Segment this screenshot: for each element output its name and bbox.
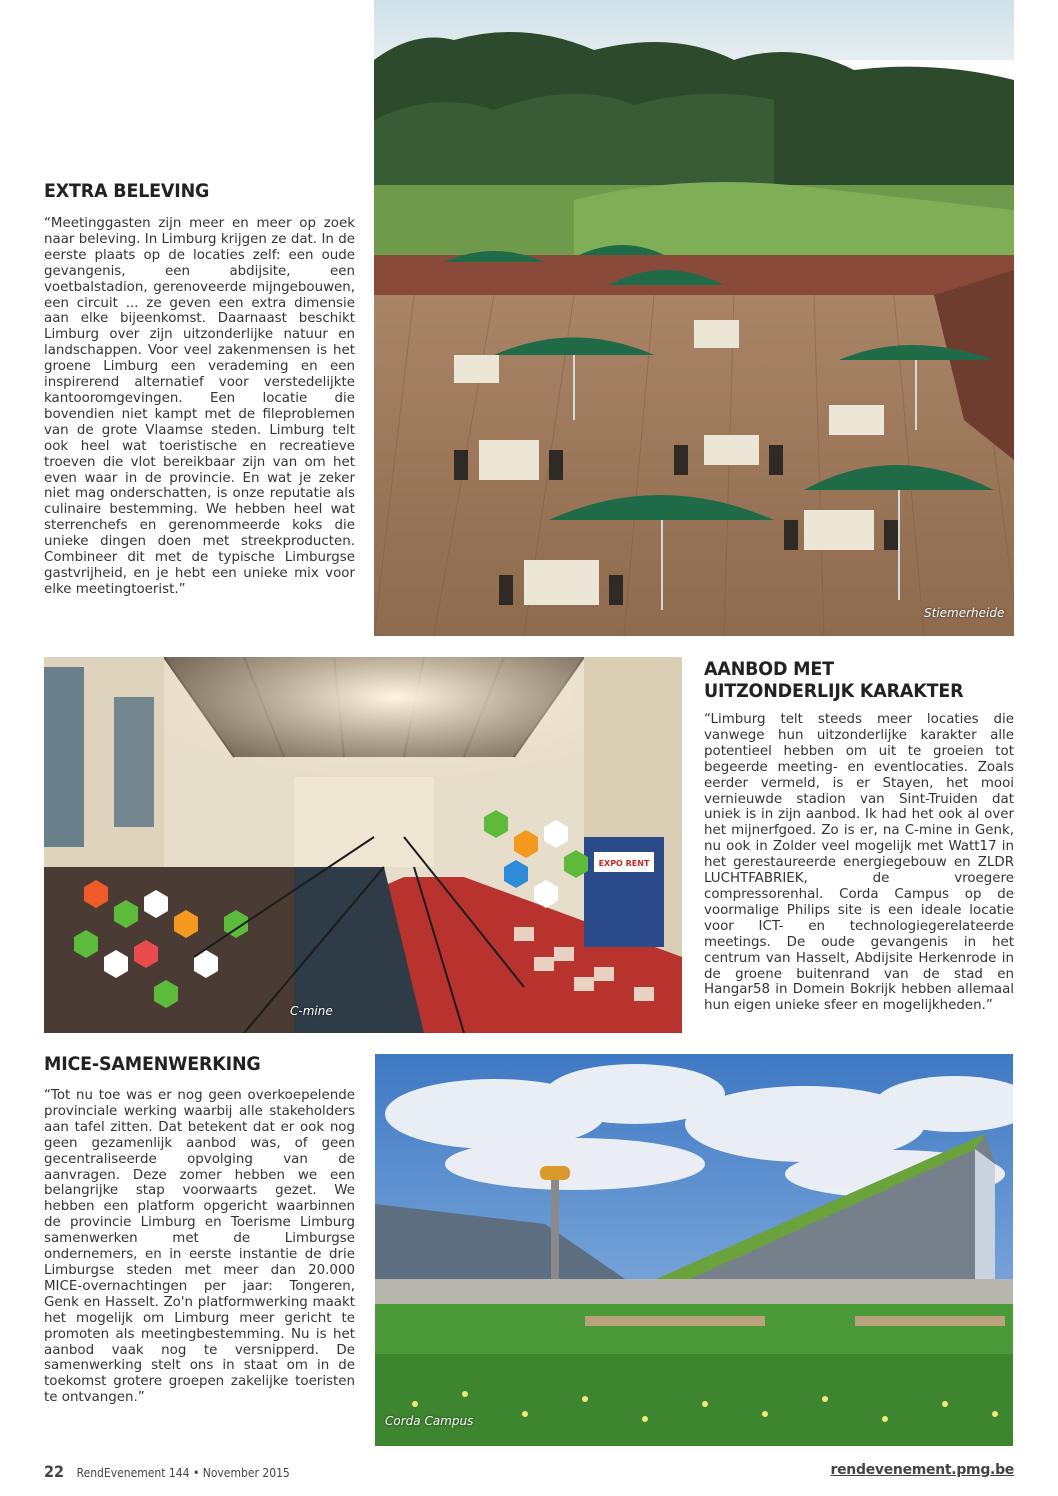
section-heading-aanbod-line1: AANBOD MET bbox=[704, 658, 834, 680]
section-heading-aanbod bbox=[704, 658, 963, 702]
website-link[interactable]: rendevenement.pmg.be bbox=[830, 1462, 1014, 1478]
section-body-extra-beleving: “Meetinggasten zijn meer en meer op zoek naar beleving. In Limburg krijgen ze dat. In de eerste plaats op de locaties zelf: een oude gevangenis, een abdijsite, een voetbalstadion, gerenoveerde mijngebouwen, een circuit ... ze geven een extra dimensie aan elke bijeenkomst. Daarnaast beschikt Limburg over zijn uitzonderlijke natuur en landschappen. Voor veel zakenmensen is het groene Limburg een verademing en een inspirerend alternatief voor verstedelijkte kantooromgevingen. Een locatie die bovendien niet kampt met de fileproblemen van de grote Vlaamse steden. Limburg telt ook heel wat toeristische en recreatieve troeven die vlot bereikbaar zijn van om het even waar in de provincie. En wat je zeker niet mag onderschatten, is onze reputatie als culinaire bestemming. We hebben heel wat sterrenchefs en gerenommeerde koks die unieke dingen doen met streekproducten. Combineer dit met de typische Limburgse gastvrijheid, en je hebt een unieke mix voor elke meetingtoerist.” bbox=[44, 216, 355, 597]
publication-info: RendEvenement 144 • November 2015 bbox=[76, 1466, 290, 1480]
campus-photo-caption: Corda Campus bbox=[385, 1414, 474, 1428]
section-body-aanbod: “Limburg telt steeds meer locaties die vanwege hun uitzonderlijke karakter alle potentieel hebben om uit te groeien tot begeerde meeting- en eventlocaties. Zoals eerder vermeld, is er Stayen, het mooi vernieuwde stadion van Sint-Truiden dat uniek is in zijn aanbod. Ik had het ook al over het mijnerfgoed. Zo is er, na C-mine in Genk, nu ook in Zolder veel mogelijk met Watt17 in het gerestaureerde energiegebouw en ZLDR LUCHTFABRIEK, de vroegere compressorenhal. Corda Campus op de voormalige Philips site is een ideale locatie voor ICT- en technologiegerelateerde meetings. De oude gevangenis in het centrum van Hasselt, Abdijsite Herkenrode in de groene buitenrand van de stad en Hangar58 in Domein Bokrijk hebben allemaal hun eigen unieke sfeer en mogelijkheden.” bbox=[704, 712, 1014, 1014]
hall-stand-sign: EXPO RENT bbox=[598, 859, 650, 868]
section-body-mice: “Tot nu toe was er nog geen overkoepelende provinciale werking waarbij alle stakeholders aan tafel zitten. Dat betekent dat er ook nog geen gezamenlijk aanbod was, of geen gecentraliseerde opvolging van de aanvragen. Deze zomer hebben we een belangrijke stap voorwaarts gezet. We hebben een platform opgericht waarbinnen de provincie Limburg en Toerisme Limburg samenwerken met de Limburgse ondernemers, en in eerste instantie de drie Limburgse steden met meer dan 20.000 MICE-overnachtingen per jaar: Tongeren, Genk en Hasselt. Zo'n platformwerking maakt het mogelijk om Limburg meer gericht te promoten als meetingbestemming. Nu is het aanbod vaak nog te versnipperd. De samenwerking stelt ons in staat om in de toekomst grotere groepen zakelijke toeristen te ontvangen.” bbox=[44, 1088, 355, 1406]
terrace-photo bbox=[374, 0, 1014, 636]
terrace-photo-caption: Stiemerheide bbox=[924, 606, 1005, 620]
section-heading-extra-beleving: EXTRA BELEVING bbox=[44, 180, 210, 202]
page-number: 22 bbox=[44, 1462, 65, 1481]
section-heading-mice: MICE-SAMENWERKING bbox=[44, 1053, 261, 1075]
page-footer-left bbox=[44, 1462, 290, 1481]
section-heading-aanbod-line2: UITZONDERLIJK KARAKTER bbox=[704, 680, 964, 702]
campus-photo bbox=[375, 1054, 1013, 1446]
hall-photo-caption: C-mine bbox=[290, 1004, 333, 1018]
hall-photo bbox=[44, 657, 682, 1033]
